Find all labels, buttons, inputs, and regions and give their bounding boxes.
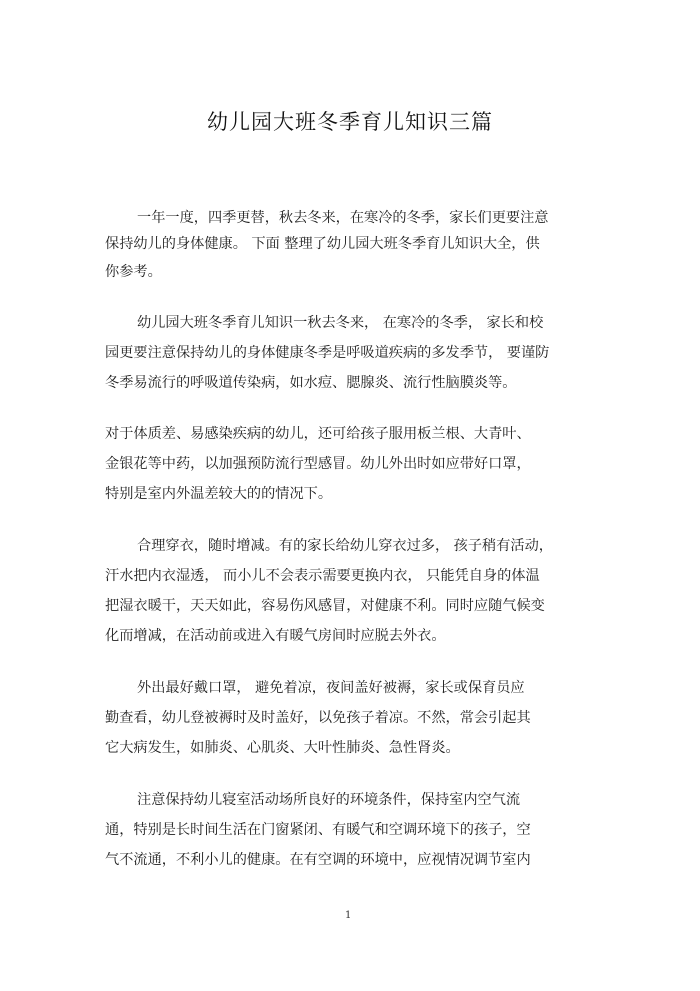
paragraph-2-line-1: 幼儿园大班冬季育儿知识一秋去冬来， 在寒冷的冬季， 家长和校 <box>137 315 544 331</box>
page-number: 1 <box>345 910 352 921</box>
document-title: 幼儿园大班冬季育儿知识三篇 <box>207 110 493 134</box>
paragraph-3-line-2: 金银花等中药，以加强预防流行型感冒。幼儿外出时如应带好口罩， <box>105 456 531 472</box>
paragraph-3-line-3: 特别是室内外温差较大的的情况下。 <box>105 486 333 502</box>
paragraph-1-line-3: 你参考。 <box>105 264 162 280</box>
paragraph-5-line-2: 勤查看，幼儿登被褥时及时盖好，以免孩子着凉。不然，常会引起其 <box>105 710 531 726</box>
paragraph-4-line-1: 合理穿衣，随时增减。有的家长给幼儿穿衣过多， 孩子稍有活动， <box>137 538 553 554</box>
paragraph-6-line-3: 气不流通，不利小儿的健康。在有空调的环境中，应视情况调节室内 <box>105 852 531 868</box>
paragraph-4-line-3: 把湿衣暖干，天天如此，容易伤风感冒，对健康不利。同时应随气候变 <box>105 598 545 614</box>
paragraph-5-line-3: 它大病发生，如肺炎、心肌炎、大叶性肺炎、急性肾炎。 <box>105 740 460 756</box>
paragraph-1-line-2: 保持幼儿的身体健康。 下面 整理了幼儿园大班冬季育儿知识大全，供 <box>105 236 540 252</box>
paragraph-4-line-4: 化而增减，在活动前或进入有暖气房间时应脱去外衣。 <box>105 628 446 644</box>
paragraph-5-line-1: 外出最好戴口罩， 避免着凉，夜间盖好被褥，家长或保育员应 <box>137 680 525 696</box>
paragraph-2-line-2: 园更要注意保持幼儿的身体健康冬季是呼吸道疾病的多发季节， 要谨防 <box>105 345 550 361</box>
paragraph-4-line-2: 汗水把内衣湿透， 而小儿不会表示需要更换内衣， 只能凭自身的体温 <box>105 568 540 584</box>
paragraph-6-line-1: 注意保持幼儿寝室活动场所良好的环境条件，保持室内空气流 <box>137 792 521 808</box>
paragraph-1-line-1: 一年一度，四季更替，秋去冬来，在寒冷的冬季，家长们更要注意 <box>137 210 549 226</box>
paragraph-3-line-1: 对于体质差、易感染疾病的幼儿，还可给孩子服用板兰根、大青叶、 <box>105 426 531 442</box>
paragraph-6-line-2: 通，特别是长时间生活在门窗紧闭、有暖气和空调环境下的孩子，空 <box>105 822 531 838</box>
paragraph-2-line-3: 冬季易流行的呼吸道传染病，如水痘、腮腺炎、流行性脑膜炎等。 <box>105 375 517 391</box>
